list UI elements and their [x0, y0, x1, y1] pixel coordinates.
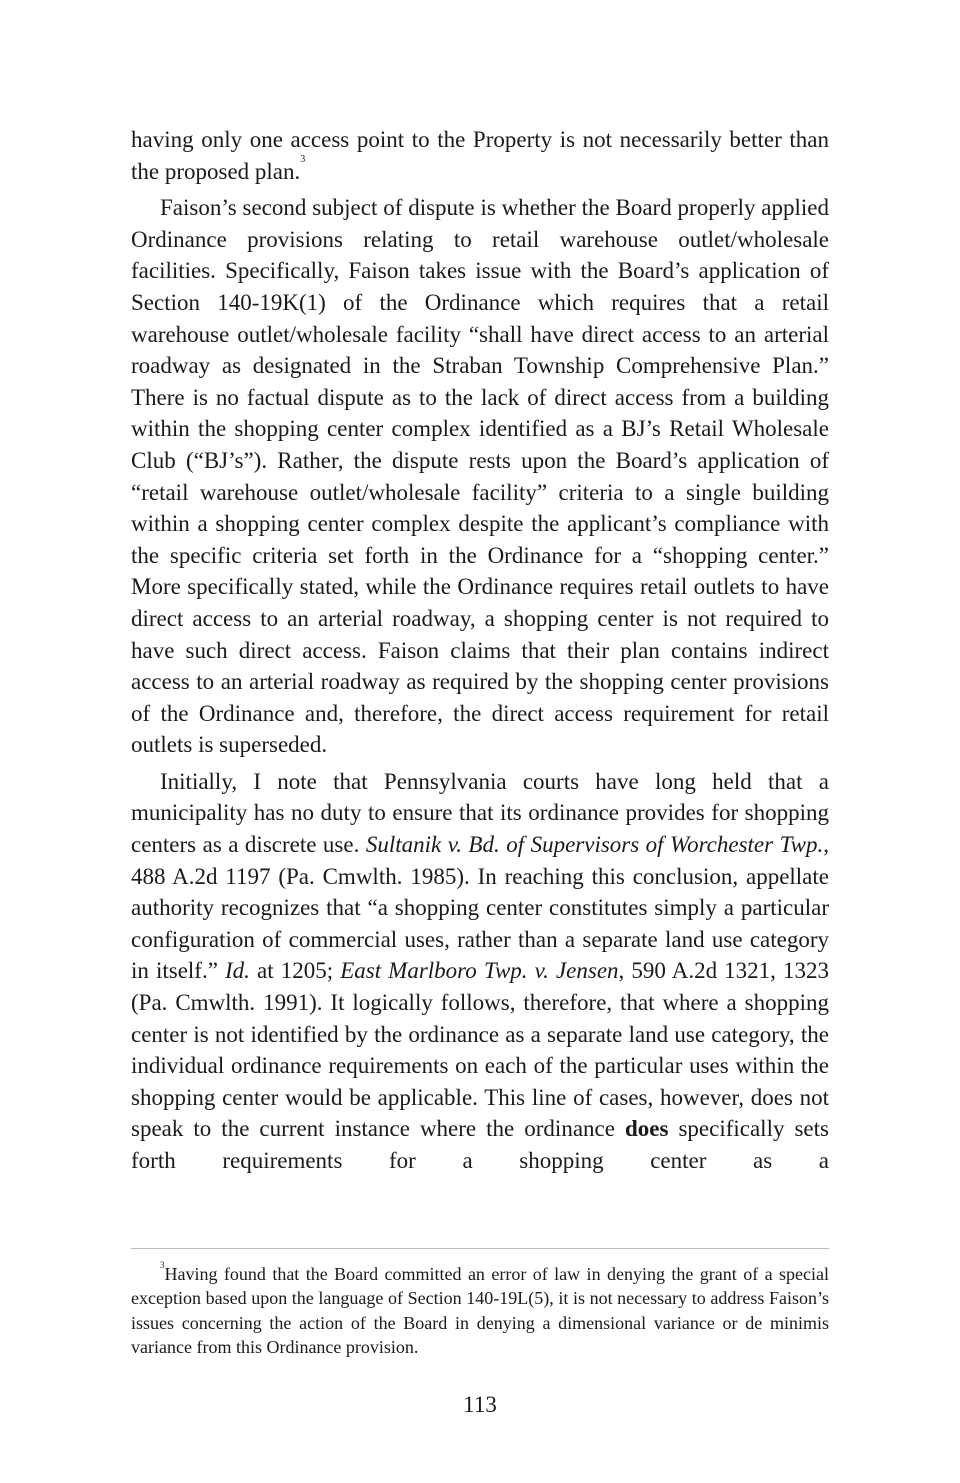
- footnote: [131, 1262, 829, 1360]
- paragraph-3: [131, 766, 829, 1177]
- footnote-divider: [131, 1248, 829, 1249]
- paragraph-3-text-2: , 488 A.2d 1197 (Pa. Cmwlth. 1985). In reaching this conclusion, appellate authority recognizes that “a shopping center constitutes simply a particular configuration of commercial uses, rather than a separate land use category in itself.”: [131, 832, 829, 984]
- footnote-marker: 3: [160, 1260, 165, 1270]
- paragraph-2: Faison’s second subject of dispute is whether the Board properly applied Ordinance provisions relating to retail warehouse outlet/wholesale facilities. Specifically, Faison takes issue with the Board’s application of Section 140-19K(1) of the Ordinance which requires that a retail warehouse outlet/wholesale facility “shall have direct access to an arterial roadway as designated in the Straban Township Comprehensive Plan.” There is no factual dispute as to the lack of direct access from a building within the shopping center complex identified as a BJ’s Retail Wholesale Club (“BJ’s”). Rather, the dispute rests upon the Board’s application of “retail warehouse outlet/wholesale facility” criteria to a single building within a shopping center complex despite the applicant’s compliance with the specific criteria set forth in the Ordinance for a “shopping center.” More specifically stated, while the Ordinance requires retail outlets to have direct access to an arterial roadway, a shopping center is not required to have such direct access. Faison claims that their plan contains indirect access to an arterial roadway as required by the shopping center provisions of the Ordinance and, therefore, the direct access requirement for retail outlets is superseded.: [131, 195, 829, 758]
- page-number: 113: [463, 1392, 497, 1417]
- paragraph-3-text-4: , 590 A.2d 1321, 1323 (Pa. Cmwlth. 1991). It logically follows, therefore, that where a shopping center is not identified by the ordinance as a separate land use category, the individual ordinance requirements on each of the particular uses within the shopping center would be applicable. This line of cases, however, does not speak to the current instance where the ordinance: [131, 958, 829, 1142]
- case-citation-sultanik: Sultanik v. Bd. of Supervisors of Worchester Twp.: [365, 832, 824, 858]
- paragraph-continuation: [131, 124, 829, 187]
- paragraph-3-text-3: at 1205;: [249, 958, 341, 984]
- footnote-reference: 3: [300, 153, 306, 165]
- paragraph-3-text-5: specifically sets forth requirements for a shopping center as a: [131, 1116, 829, 1173]
- case-citation-east-marlboro: East Marlboro Twp. v. Jensen: [340, 958, 619, 984]
- paragraph-1-text: having only one access point to the Property is not necessarily better than the proposed plan.: [131, 127, 829, 184]
- body-text: [131, 124, 829, 1177]
- id-citation: Id.: [225, 958, 250, 984]
- emphasis-does: does: [624, 1116, 669, 1142]
- footnote-text: Having found that the Board committed an error of law in denying the grant of a special exception based upon the language of Section 140-19L(5), it is not necessary to address Faison’s issues concerning the action of the Board in denying a dimensional variance or de minimis variance from this Ordinance provision.: [131, 1264, 829, 1358]
- paragraph-3-text-1: Initially, I note that Pennsylvania courts have long held that a municipality has no duty to ensure that its ordinance provides for shopping centers as a discrete use.: [131, 768, 829, 858]
